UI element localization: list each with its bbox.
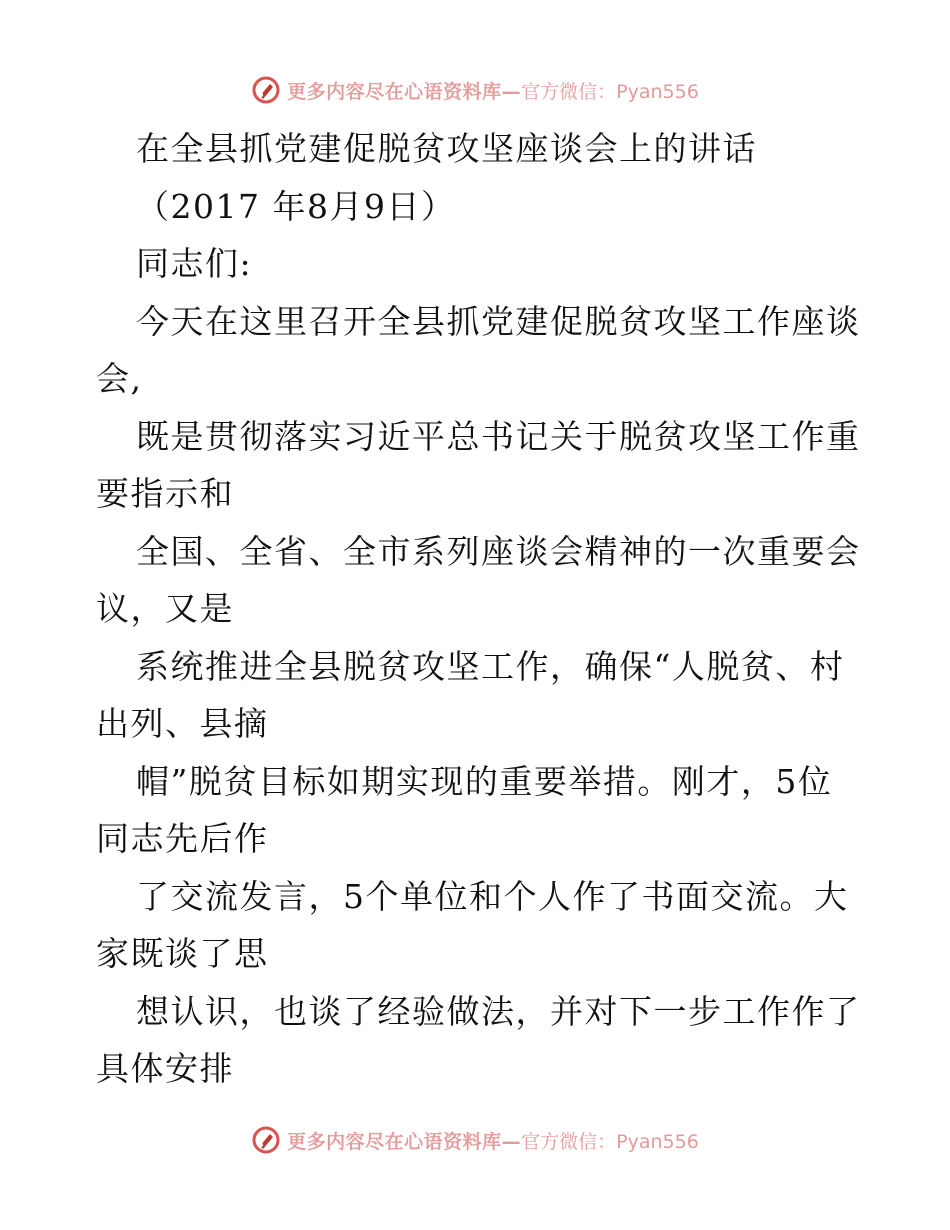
text-line: 今天在这里召开全县抓党建促脱贫攻坚工作座谈 [136, 301, 861, 341]
text-line: 同志先后作 [96, 819, 269, 858]
text-line: 家既谈了思 [96, 934, 269, 973]
pen-circle-logo-icon [251, 75, 281, 105]
text-line: 要指示和 [96, 474, 234, 513]
document-body [96, 120, 861, 1098]
text-line: 全国、全省、全市系列座谈会精神的一次重要会 [136, 531, 861, 571]
watermark-wechat: 官方微信：Pyan556 [521, 1130, 699, 1153]
document-paragraph [96, 293, 861, 1098]
text-line: 具体安排 [96, 1049, 234, 1088]
document-salutation: 同志们: [136, 244, 253, 283]
text-line: 系统推进全县脱贫攻坚工作，确保“人脱贫、村 [136, 646, 845, 686]
document-title: 在全县抓党建促脱贫攻坚座谈会上的讲话 [136, 129, 757, 168]
text-line: 帽”脱贫目标如期实现的重要举措。刚才，5位 [136, 761, 833, 801]
text-line: 议，又是 [96, 589, 234, 628]
document-date: （2017 年8月9日） [136, 186, 456, 226]
pen-circle-logo-icon [251, 1125, 281, 1155]
watermark-footer [0, 1120, 950, 1160]
text-line: 会, [96, 359, 143, 398]
watermark-header [0, 70, 950, 110]
text-line: 出列、县摘 [96, 704, 269, 743]
watermark-text: 更多内容尽在心语资料库— [287, 1130, 522, 1153]
watermark-text: 更多内容尽在心语资料库— [287, 80, 522, 103]
watermark-wechat: 官方微信：Pyan556 [521, 80, 699, 103]
text-line: 想认识，也谈了经验做法，并对下一步工作作了 [136, 991, 861, 1031]
text-line: 了交流发言，5个单位和个人作了书面交流。大 [136, 876, 849, 916]
text-line: 既是贯彻落实习近平总书记关于脱贫攻坚工作重 [136, 416, 861, 456]
